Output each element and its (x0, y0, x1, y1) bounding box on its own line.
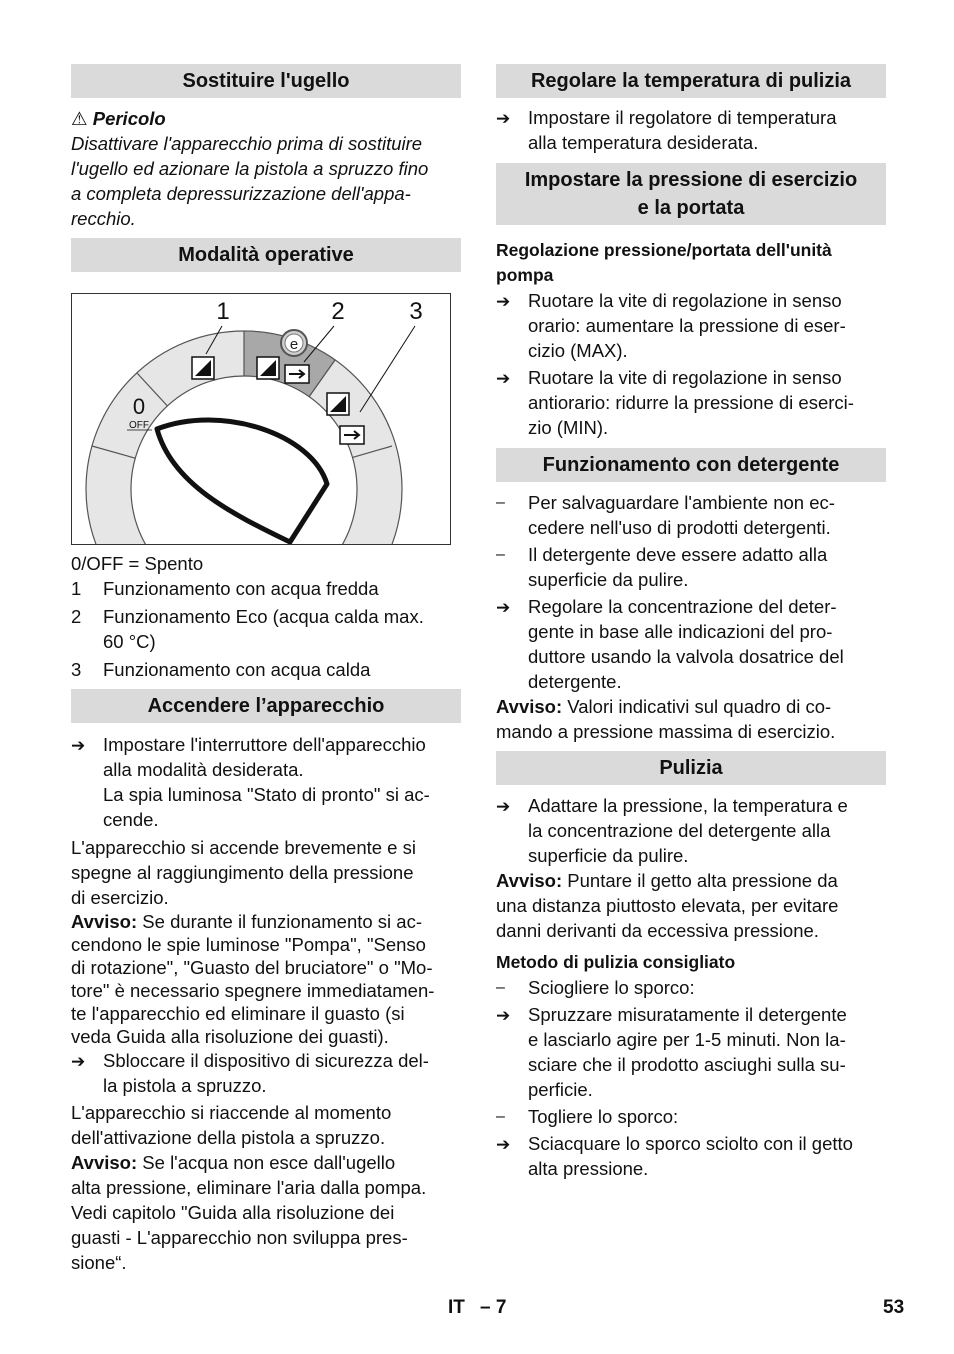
dash-item-loosen-dirt: – Sciogliere lo sporco: (496, 977, 695, 998)
heading-pressure-flow: Impostare la pressione di esercizio e la portata (496, 163, 886, 225)
step-decrease-pressure: ➔ Ruotare la vite di regolazione in senso antiorario: ridurre la pressione di eserci- zio (MIN). (496, 365, 886, 440)
step-set-temperature: ➔ Impostare il regolatore di temperatura alla temperatura desiderata. (496, 105, 886, 155)
arrow-icon (496, 365, 528, 440)
arrow-icon (496, 288, 528, 363)
mode-item-3: 3 Funzionamento con acqua calda (71, 659, 371, 680)
subheading-cleaning-method: Metodo di pulizia consigliato (496, 952, 736, 972)
right-column (496, 64, 886, 1181)
note-no-water: Avviso: Se l'acqua non esce dall'ugello alta pressione, eliminare l'aria dalla pompa. Vedi capitolo "Guida alla risoluzione dei guasti - L'apparecchio non sviluppa pres- sione“. (71, 1152, 427, 1273)
dial-number-2: 2 (331, 298, 345, 325)
heading-cleaning: Pulizia (496, 751, 886, 785)
mode-item-1: 1 Funzionamento con acqua fredda (71, 578, 379, 599)
dash-item-suitable-detergent: – Il detergente deve essere adatto alla superficie da pulire. (496, 544, 828, 590)
dial-number-3: 3 (409, 298, 423, 325)
footer-page-number: 53 (883, 1297, 905, 1318)
danger-text-4: recchio. (71, 208, 136, 229)
step-set-switch: ➔ Impostare l'interruttore dell'apparecchio alla modalità desiderata. La spia luminosa "Stato di pronto" si ac- cende. (71, 732, 461, 832)
dial-number-1: 1 (216, 298, 230, 325)
para-device-restarts: L'apparecchio si riaccende al momento dell'attivazione della pistola a spruzzo. (71, 1102, 392, 1148)
eco-badge-icon (281, 330, 307, 356)
heading-operating-modes: Modalità operative (71, 238, 461, 272)
danger-text-1: Disattivare l'apparecchio prima di sostituire (71, 133, 423, 154)
left-column (71, 64, 461, 1275)
step-spray-detergent: ➔ Spruzzare misuratamente il detergente e lasciarlo agire per 1-5 minuti. Non la- sciare che il prodotto asciughi sulla su- perficie. (496, 1002, 886, 1102)
dial-off-label: OFF (129, 420, 149, 431)
dash-item-remove-dirt: – Togliere lo sporco: (496, 1106, 679, 1127)
heading-switch-on: Accendere l’apparecchio (71, 689, 461, 723)
arrow-icon (496, 1002, 528, 1102)
arrow-icon (496, 793, 528, 868)
arrow-icon (496, 594, 528, 694)
para-device-starts: L'apparecchio si accende brevemente e si spegne al raggiungimento della pressione di esercizio. (71, 837, 416, 908)
step-set-concentration: ➔ Regolare la concentrazione del deter- gente in base alle indicazioni del pro- duttore usando la valvola dosatrice del detergente. (496, 594, 886, 694)
arrow-icon (71, 732, 103, 832)
arrow-icon (496, 1131, 528, 1181)
note-jet-distance: Avviso: Puntare il getto alta pressione da una distanza piuttosto elevata, per evitare danni derivanti da eccessiva pressione. (496, 870, 839, 941)
arrow-icon (496, 105, 528, 155)
cold-water-icon (192, 357, 214, 379)
warning-triangle-icon: ⚠ (71, 108, 88, 129)
step-rinse: ➔ Sciacquare lo sporco sciolto con il getto alta pressione. (496, 1131, 886, 1181)
danger-label: ⚠ Pericolo (71, 108, 166, 129)
heading-replace-nozzle: Sostituire l'ugello (71, 64, 461, 98)
mode-selector-diagram (71, 293, 451, 545)
step-unlock-gun: ➔ Sbloccare il dispositivo di sicurezza del- la pistola a spruzzo. (71, 1048, 461, 1098)
heading-detergent-operation: Funzionamento con detergente (496, 448, 886, 482)
dial-number-0: 0 (132, 394, 146, 419)
arrow-icon (71, 1048, 103, 1098)
note-indicative-values: Avviso: Valori indicativi sul quadro di co- mando a pressione massima di esercizio. (496, 696, 836, 742)
mode-item-2: 2 Funzionamento Eco (acqua calda max. 60 °C) (71, 606, 424, 652)
mode-off-line: 0/OFF = Spento (71, 553, 204, 574)
mode-dial-svg (72, 294, 450, 544)
danger-text-3: a completa depressurizzazione dell'appa- (71, 183, 411, 204)
footer-language: IT (448, 1297, 465, 1318)
svg-text:e: e (289, 336, 299, 353)
note-warning-lights: Avviso: Se durante il funzionamento si ac- cendono le spie luminose "Pompa", "Senso di rotazione", "Guasto del bruciatore" o "Mo- tore" è necessario spegnere immediatamen- te l'apparecchio ed eliminare il guasto (si veda Guida alla risoluzione dei guasti). (71, 911, 435, 1047)
danger-text-2: l'ugello ed azionare la pistola a spruzzo fino (71, 158, 429, 179)
heading-cleaning-temperature: Regolare la temperatura di pulizia (496, 64, 886, 98)
step-adapt-settings: ➔ Adattare la pressione, la temperatura e la concentrazione del detergente alla superficie da pulire. (496, 793, 886, 868)
step-increase-pressure: ➔ Ruotare la vite di regolazione in senso orario: aumentare la pressione di eser- cizio (MAX). (496, 288, 886, 363)
subheading-pump-regulation: Regolazione pressione/portata dell'unità pompa (496, 240, 832, 285)
footer-section-page: – 7 (480, 1297, 507, 1318)
dash-item-environment: – Per salvaguardare l'ambiente non ec- cedere nell'uso di prodotti detergenti. (496, 492, 835, 538)
